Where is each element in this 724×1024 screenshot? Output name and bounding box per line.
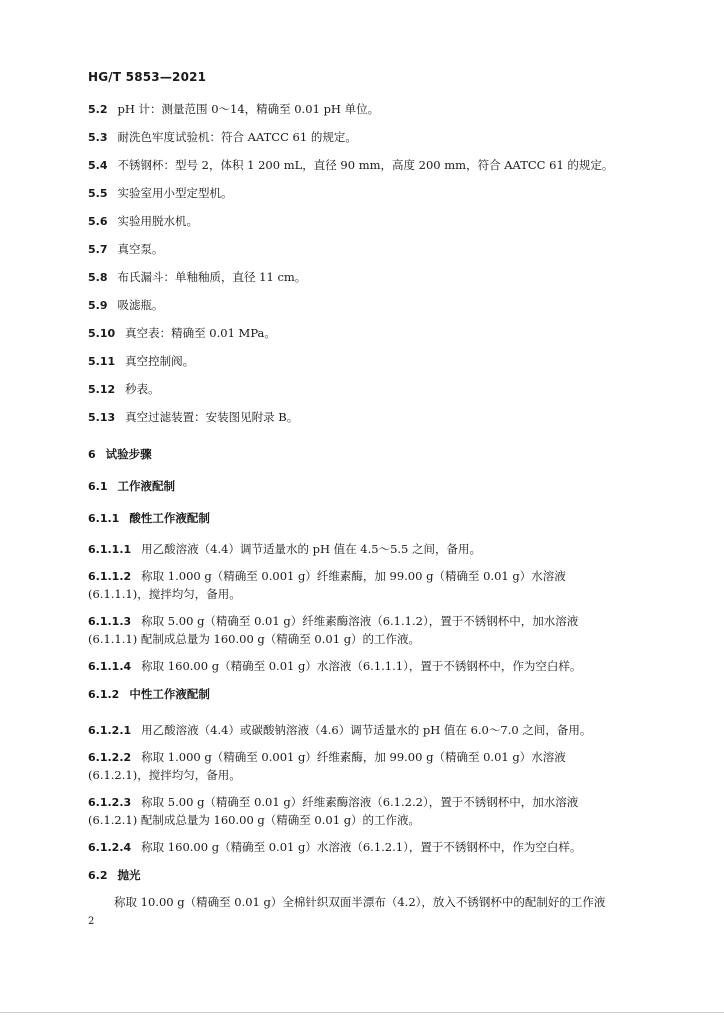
clause-5-7: 5.7 真空泵。 [88, 242, 164, 256]
clause-6-1-2-4: 6.1.2.4 称取 160.00 g（精确至 0.01 g）水溶液（6.1.2.1），置于不锈钢杯中，作为空白样。 [88, 840, 582, 854]
clause-6-1-1-4: 6.1.1.4 称取 160.00 g（精确至 0.01 g）水溶液（6.1.1.1），置于不锈钢杯中，作为空白样。 [88, 659, 582, 673]
section-6-1-heading: 6.1 工作液配制 [88, 479, 175, 493]
clause-5-4: 5.4 不锈钢杯：型号 2，体积 1 200 mL，直径 90 mm，高度 200 mm，符合 AATCC 61 的规定。 [88, 158, 614, 172]
clause-5-3: 5.3 耐洗色牢度试验机：符合 AATCC 61 的规定。 [88, 130, 357, 144]
page-number: 2 [88, 916, 95, 927]
clause-5-6: 5.6 实验用脱水机。 [88, 214, 198, 228]
section-6-1-2-heading: 6.1.2 中性工作液配制 [88, 687, 210, 701]
clause-5-5: 5.5 实验室用小型定型机。 [88, 186, 233, 200]
clause-6-1-2-2-cont: (6.1.2.1)，搅拌均匀，备用。 [88, 768, 241, 782]
clause-6-2-text: 称取 10.00 g（精确至 0.01 g）全棉针织双面半漂布（4.2），放入不锈钢杯中的配制好的工作液 [114, 895, 606, 909]
section-6-2-heading: 6.2 抛光 [88, 868, 141, 882]
clause-6-1-2-1: 6.1.2.1 用乙酸溶液（4.4）或碳酸钠溶液（4.6）调节适量水的 pH 值在 6.0～7.0 之间，备用。 [88, 723, 592, 737]
clause-6-1-1-1: 6.1.1.1 用乙酸溶液（4.4）调节适量水的 pH 值在 4.5～5.5 之间，备用。 [88, 542, 482, 556]
clause-6-1-2-2: 6.1.2.2 称取 1.000 g（精确至 0.001 g）纤维素酶，加 99.00 g（精确至 0.01 g）水溶液 [88, 750, 566, 764]
document-code: HG/T 5853—2021 [88, 70, 207, 84]
clause-6-1-1-2: 6.1.1.2 称取 1.000 g（精确至 0.001 g）纤维素酶，加 99.00 g（精确至 0.01 g）水溶液 [88, 569, 566, 583]
clause-5-10: 5.10 真空表：精确至 0.01 MPa。 [88, 326, 276, 340]
clause-6-1-1-3-cont: (6.1.1.1) 配制成总量为 160.00 g（精确至 0.01 g）的工作液。 [88, 632, 421, 646]
section-6-heading: 6 试验步骤 [88, 447, 152, 461]
clause-5-13: 5.13 真空过滤装置：安装图见附录 B。 [88, 410, 299, 424]
clause-6-1-1-2-cont: (6.1.1.1)，搅拌均匀，备用。 [88, 587, 241, 601]
clause-6-1-2-3-cont: (6.1.2.1) 配制成总量为 160.00 g（精确至 0.01 g）的工作液。 [88, 813, 421, 827]
bottom-divider [0, 1012, 724, 1013]
section-6-1-1-heading: 6.1.1 酸性工作液配制 [88, 511, 210, 525]
clause-6-1-1-3: 6.1.1.3 称取 5.00 g（精确至 0.01 g）纤维素酶溶液（6.1.1.2），置于不锈钢杯中，加水溶液 [88, 614, 579, 628]
clause-5-2: 5.2 pH 计：测量范围 0～14，精确至 0.01 pH 单位。 [88, 102, 380, 116]
clause-5-12: 5.12 秒表。 [88, 382, 160, 396]
clause-6-1-2-3: 6.1.2.3 称取 5.00 g（精确至 0.01 g）纤维素酶溶液（6.1.2.2），置于不锈钢杯中，加水溶液 [88, 795, 579, 809]
clause-5-8: 5.8 布氏漏斗：单釉釉质，直径 11 cm。 [88, 270, 307, 284]
clause-5-9: 5.9 吸滤瓶。 [88, 298, 164, 312]
clause-5-11: 5.11 真空控制阀。 [88, 354, 195, 368]
